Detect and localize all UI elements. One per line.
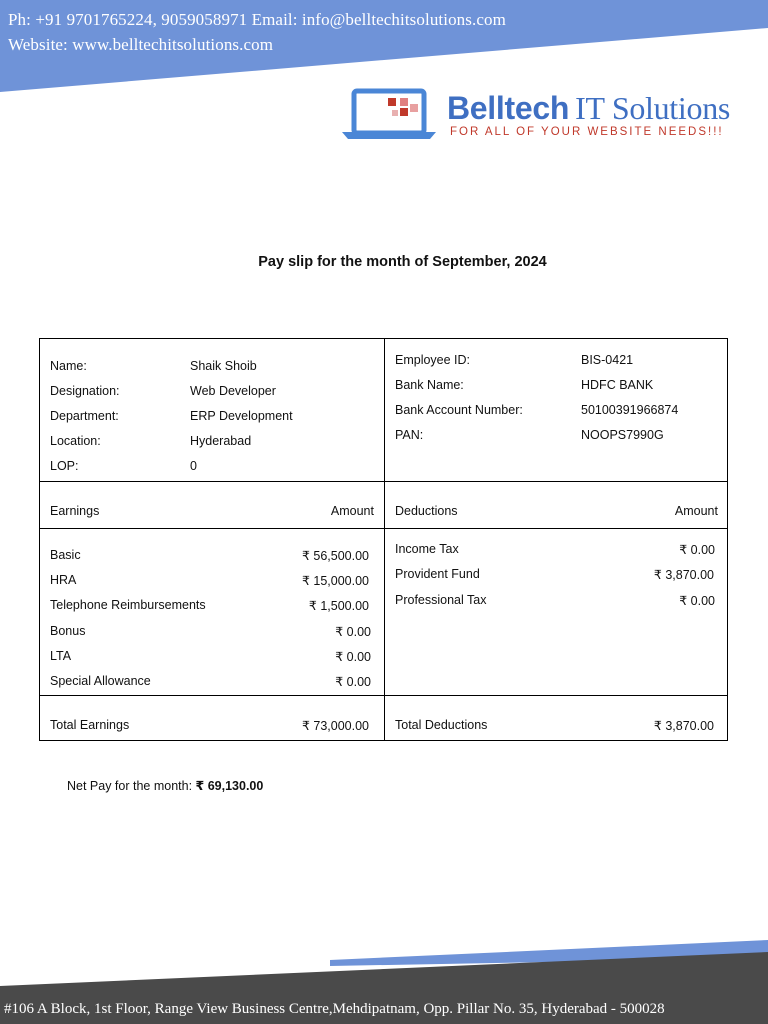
designation-label: Designation: [50, 384, 120, 398]
row-divider [40, 695, 727, 696]
laptop-logo-icon [340, 86, 440, 142]
earning-amount: ₹ 0.00 [335, 675, 371, 689]
earning-label: Telephone Reimbursements [50, 598, 206, 612]
pan-value: NOOPS7990G [581, 428, 664, 442]
earning-label: Basic [50, 548, 81, 562]
department-value: ERP Development [190, 409, 293, 423]
contact-line: Ph: +91 9701765224, 9059058971 Email: info@belltechitsolutions.com [8, 10, 506, 29]
column-divider [384, 339, 385, 741]
website-line: Website: www.belltechitsolutions.com [8, 35, 274, 54]
row-divider [40, 528, 727, 529]
account-number-label: Bank Account Number: [395, 403, 523, 417]
brand-name-rest: IT Solutions [575, 90, 731, 126]
earning-amount: ₹ 0.00 [335, 625, 371, 639]
account-number-value: 50100391966874 [581, 403, 679, 417]
earning-label: Special Allowance [50, 674, 151, 688]
net-pay-label: Net Pay for the month: [67, 779, 193, 793]
footer-address: #106 A Block, 1st Floor, Range View Business Centre,Mehdipatnam, Opp. Pillar No. 35, Hyderabad - 500028 [4, 1001, 665, 1017]
total-deductions-value: ₹ 3,870.00 [653, 719, 714, 733]
deduction-label: Professional Tax [395, 593, 487, 607]
total-earnings-value: ₹ 73,000.00 [301, 719, 369, 733]
brand-name [447, 90, 730, 127]
lop-value: 0 [190, 459, 197, 473]
employee-id-value: BIS-0421 [581, 353, 634, 367]
earning-amount: ₹ 1,500.00 [308, 599, 369, 613]
payslip-table [39, 338, 728, 741]
earning-label: LTA [50, 649, 72, 663]
earnings-header: Earnings [50, 504, 100, 518]
pan-label: PAN: [395, 428, 424, 442]
deduction-label: Provident Fund [395, 567, 480, 581]
row-divider [40, 481, 727, 482]
brand-name-bold: Belltech [447, 90, 570, 126]
total-deductions-label: Total Deductions [395, 718, 488, 732]
earning-amount: ₹ 15,000.00 [301, 574, 369, 588]
brand-tagline: FOR ALL OF YOUR WEBSITE NEEDS!!! [450, 126, 724, 138]
deductions-amount-header: Amount [674, 504, 718, 518]
header-band [0, 0, 768, 100]
employee-id-label: Employee ID: [395, 353, 471, 367]
name-value: Shaik Shoib [190, 359, 257, 373]
designation-value: Web Developer [190, 384, 276, 398]
department-label: Department: [50, 409, 119, 423]
earning-label: HRA [50, 573, 77, 587]
deduction-amount: ₹ 0.00 [679, 543, 715, 557]
deductions-header: Deductions [395, 504, 458, 518]
company-logo [340, 86, 750, 142]
net-pay-value: ₹ 69,130.00 [195, 779, 264, 793]
earnings-amount-header: Amount [330, 504, 374, 518]
bank-name-label: Bank Name: [395, 378, 464, 392]
earning-label: Bonus [50, 624, 86, 638]
deduction-amount: ₹ 0.00 [679, 594, 715, 608]
bank-name-value: HDFC BANK [581, 378, 654, 392]
page-title: Pay slip for the month of September, 2024 [258, 254, 547, 270]
earning-amount: ₹ 0.00 [335, 650, 371, 664]
name-label: Name: [50, 359, 87, 373]
deduction-label: Income Tax [395, 542, 459, 556]
lop-label: LOP: [50, 459, 79, 473]
location-label: Location: [50, 434, 101, 448]
location-value: Hyderabad [190, 434, 252, 448]
total-earnings-label: Total Earnings [50, 718, 130, 732]
deduction-amount: ₹ 3,870.00 [653, 568, 714, 582]
earning-amount: ₹ 56,500.00 [301, 549, 369, 563]
net-pay [67, 778, 263, 793]
